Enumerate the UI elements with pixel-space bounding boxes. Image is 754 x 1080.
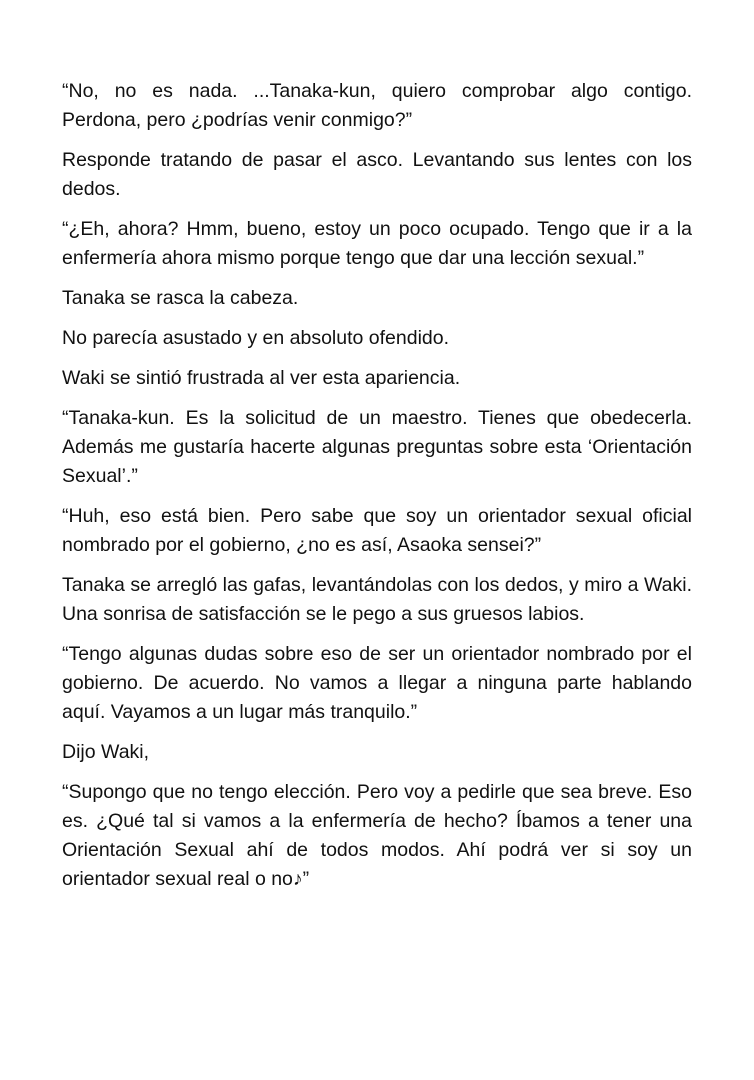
paragraph-3: “¿Eh, ahora? Hmm, bueno, estoy un poco ocupado. Tengo que ir a la enfermería ahora mismo porque tengo que dar una lección sexual.” bbox=[62, 218, 692, 269]
paragraph-8: “Huh, eso está bien. Pero sabe que soy un orientador sexual oficial nombrado por el gobierno, ¿no es así, Asaoka sensei?” bbox=[62, 505, 692, 556]
document-page bbox=[62, 77, 692, 905]
paragraph-1: “No, no es nada. ...Tanaka-kun, quiero comprobar algo contigo. Perdona, pero ¿podrías venir conmigo?” bbox=[62, 80, 692, 131]
paragraph-11: Dijo Waki, bbox=[62, 741, 150, 763]
paragraph-5: No parecía asustado y en absoluto ofendido. bbox=[62, 327, 450, 349]
paragraph-9: Tanaka se arregló las gafas, levantándolas con los dedos, y miro a Waki. Una sonrisa de satisfacción se le pego a sus gruesos labios. bbox=[62, 574, 692, 625]
paragraph-4: Tanaka se rasca la cabeza. bbox=[62, 287, 299, 309]
paragraph-12: “Supongo que no tengo elección. Pero voy a pedirle que sea breve. Eso es. ¿Qué tal si vamos a la enfermería de hecho? Íbamos a tener una Orientación Sexual ahí de todos modos. Ahí podrá ver si soy un orientador sexual real o no♪” bbox=[62, 781, 692, 890]
paragraph-2: Responde tratando de pasar el asco. Levantando sus lentes con los dedos. bbox=[62, 149, 692, 200]
paragraph-10: “Tengo algunas dudas sobre eso de ser un orientador nombrado por el gobierno. De acuerdo. No vamos a llegar a ninguna parte hablando aquí. Vayamos a un lugar más tranquilo.” bbox=[62, 643, 692, 723]
paragraph-6: Waki se sintió frustrada al ver esta apariencia. bbox=[62, 367, 461, 389]
paragraph-7: “Tanaka-kun. Es la solicitud de un maestro. Tienes que obedecerla. Además me gustaría hacerte algunas preguntas sobre esta ‘Orientación Sexual’.” bbox=[62, 407, 692, 487]
